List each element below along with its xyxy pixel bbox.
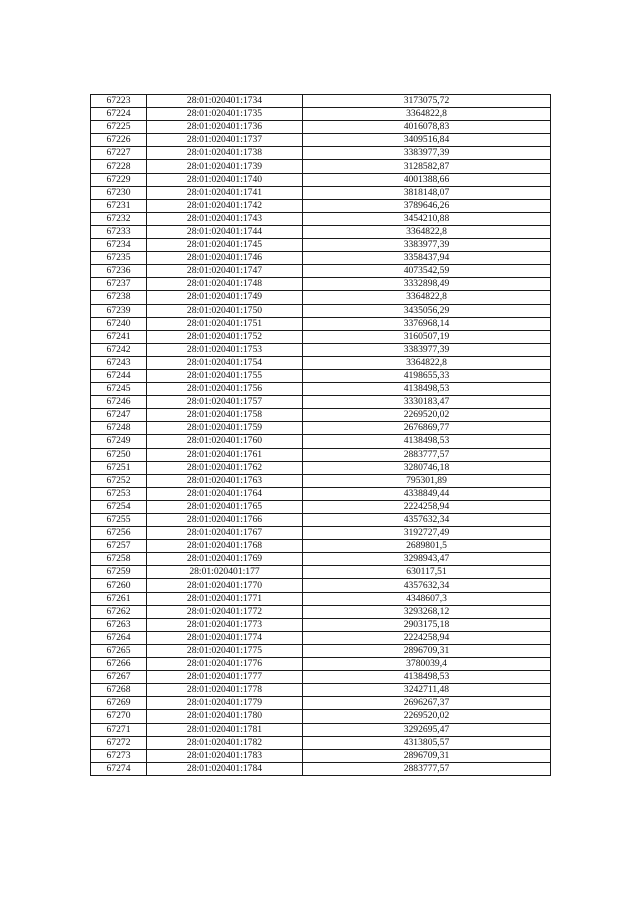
row-number-cell: 67245 — [91, 383, 147, 396]
cadastral-number-cell: 28:01:020401:1745 — [147, 239, 303, 252]
cadastral-value-cell: 2896709,31 — [303, 644, 551, 657]
cadastral-number-cell: 28:01:020401:1780 — [147, 710, 303, 723]
row-number-cell: 67227 — [91, 147, 147, 160]
cadastral-number-cell: 28:01:020401:1756 — [147, 383, 303, 396]
cadastral-value-cell: 2269520,02 — [303, 710, 551, 723]
row-number-cell: 67224 — [91, 108, 147, 121]
row-number-cell: 67232 — [91, 212, 147, 225]
cadastral-value-cell: 3364822,8 — [303, 225, 551, 238]
row-number-cell: 67240 — [91, 317, 147, 330]
row-number-cell: 67235 — [91, 252, 147, 265]
cadastral-number-cell: 28:01:020401:1749 — [147, 291, 303, 304]
cadastral-number-cell: 28:01:020401:1751 — [147, 317, 303, 330]
cadastral-value-cell: 2224258,94 — [303, 500, 551, 513]
row-number-cell: 67261 — [91, 592, 147, 605]
table-row — [91, 121, 551, 134]
row-number-cell: 67269 — [91, 697, 147, 710]
cadastral-number-cell: 28:01:020401:1742 — [147, 199, 303, 212]
table-row — [91, 710, 551, 723]
row-number-cell: 67231 — [91, 199, 147, 212]
table-row — [91, 343, 551, 356]
cadastral-number-cell: 28:01:020401:1738 — [147, 147, 303, 160]
table-row — [91, 252, 551, 265]
cadastral-number-cell: 28:01:020401:1759 — [147, 422, 303, 435]
cadastral-value-cell: 4138498,53 — [303, 383, 551, 396]
table-row — [91, 500, 551, 513]
cadastral-value-cell: 630117,51 — [303, 566, 551, 579]
cadastral-value-cell: 3383977,39 — [303, 239, 551, 252]
row-number-cell: 67238 — [91, 291, 147, 304]
table-row — [91, 540, 551, 553]
row-number-cell: 67233 — [91, 225, 147, 238]
table-row — [91, 658, 551, 671]
table-row — [91, 369, 551, 382]
cadastral-number-cell: 28:01:020401:1737 — [147, 134, 303, 147]
cadastral-number-cell: 28:01:020401:1740 — [147, 173, 303, 186]
cadastral-value-cell: 4357632,34 — [303, 579, 551, 592]
row-number-cell: 67259 — [91, 566, 147, 579]
table-row — [91, 291, 551, 304]
table-row — [91, 134, 551, 147]
row-number-cell: 67274 — [91, 762, 147, 775]
row-number-cell: 67243 — [91, 356, 147, 369]
row-number-cell: 67225 — [91, 121, 147, 134]
cadastral-number-cell: 28:01:020401:1782 — [147, 736, 303, 749]
table-row — [91, 147, 551, 160]
cadastral-value-cell: 3364822,8 — [303, 291, 551, 304]
table-row — [91, 644, 551, 657]
row-number-cell: 67246 — [91, 396, 147, 409]
cadastral-value-cell: 4016078,83 — [303, 121, 551, 134]
cadastral-value-cell: 3242711,48 — [303, 684, 551, 697]
cadastral-number-cell: 28:01:020401:1769 — [147, 553, 303, 566]
row-number-cell: 67229 — [91, 173, 147, 186]
row-number-cell: 67265 — [91, 644, 147, 657]
row-number-cell: 67271 — [91, 723, 147, 736]
cadastral-value-cell: 3293268,12 — [303, 605, 551, 618]
cadastral-number-cell: 28:01:020401:1763 — [147, 474, 303, 487]
cadastral-number-cell: 28:01:020401:1783 — [147, 749, 303, 762]
cadastral-value-cell: 3292695,47 — [303, 723, 551, 736]
cadastral-number-cell: 28:01:020401:1760 — [147, 435, 303, 448]
row-number-cell: 67237 — [91, 278, 147, 291]
cadastral-value-cell: 3332898,49 — [303, 278, 551, 291]
table-row — [91, 383, 551, 396]
cadastral-number-cell: 28:01:020401:1747 — [147, 265, 303, 278]
cadastral-value-cell: 2903175,18 — [303, 618, 551, 631]
table-row — [91, 212, 551, 225]
cadastral-number-cell: 28:01:020401:1736 — [147, 121, 303, 134]
table-row — [91, 487, 551, 500]
cadastral-value-cell: 3298943,47 — [303, 553, 551, 566]
cadastral-value-cell: 3192727,49 — [303, 527, 551, 540]
row-number-cell: 67270 — [91, 710, 147, 723]
row-number-cell: 67272 — [91, 736, 147, 749]
cadastral-number-cell: 28:01:020401:1781 — [147, 723, 303, 736]
cadastral-number-cell: 28:01:020401:1741 — [147, 186, 303, 199]
cadastral-value-cell: 3364822,8 — [303, 356, 551, 369]
row-number-cell: 67249 — [91, 435, 147, 448]
table-row — [91, 605, 551, 618]
cadastral-number-cell: 28:01:020401:1750 — [147, 304, 303, 317]
cadastral-value-cell: 4338849,44 — [303, 487, 551, 500]
table-row — [91, 409, 551, 422]
cadastral-number-cell: 28:01:020401:1744 — [147, 225, 303, 238]
cadastral-value-cell: 4348607,3 — [303, 592, 551, 605]
cadastral-value-cell: 3280746,18 — [303, 461, 551, 474]
row-number-cell: 67253 — [91, 487, 147, 500]
table-row — [91, 199, 551, 212]
table-row — [91, 618, 551, 631]
table-row — [91, 317, 551, 330]
table-row — [91, 579, 551, 592]
cadastral-value-cell: 2676869,77 — [303, 422, 551, 435]
table-body — [91, 95, 551, 776]
cadastral-value-cell: 4138498,53 — [303, 671, 551, 684]
cadastral-value-cell: 2689801,5 — [303, 540, 551, 553]
cadastral-value-cell: 4313805,57 — [303, 736, 551, 749]
table-row — [91, 514, 551, 527]
table-row — [91, 108, 551, 121]
cadastral-number-cell: 28:01:020401:1771 — [147, 592, 303, 605]
cadastral-value-cell: 4357632,34 — [303, 514, 551, 527]
cadastral-value-cell: 3789646,26 — [303, 199, 551, 212]
cadastral-number-cell: 28:01:020401:1773 — [147, 618, 303, 631]
table-row — [91, 749, 551, 762]
row-number-cell: 67228 — [91, 160, 147, 173]
cadastral-value-cell: 3364822,8 — [303, 108, 551, 121]
cadastral-number-cell: 28:01:020401:1734 — [147, 95, 303, 108]
cadastral-number-cell: 28:01:020401:1778 — [147, 684, 303, 697]
table-row — [91, 592, 551, 605]
row-number-cell: 67257 — [91, 540, 147, 553]
table-row — [91, 225, 551, 238]
cadastral-value-cell: 3128582,87 — [303, 160, 551, 173]
cadastral-number-cell: 28:01:020401:1768 — [147, 540, 303, 553]
cadastral-number-cell: 28:01:020401:1764 — [147, 487, 303, 500]
row-number-cell: 67234 — [91, 239, 147, 252]
cadastral-number-cell: 28:01:020401:1735 — [147, 108, 303, 121]
cadastral-number-cell: 28:01:020401:1767 — [147, 527, 303, 540]
cadastral-number-cell: 28:01:020401:1755 — [147, 369, 303, 382]
cadastral-value-cell: 4138498,53 — [303, 435, 551, 448]
table-row — [91, 553, 551, 566]
row-number-cell: 67255 — [91, 514, 147, 527]
table-row — [91, 527, 551, 540]
cadastral-value-cell: 3409516,84 — [303, 134, 551, 147]
cadastral-number-cell: 28:01:020401:1770 — [147, 579, 303, 592]
cadastral-number-cell: 28:01:020401:1757 — [147, 396, 303, 409]
cadastral-value-cell: 4198655,33 — [303, 369, 551, 382]
cadastral-value-cell: 4001388,66 — [303, 173, 551, 186]
table-row — [91, 304, 551, 317]
table-row — [91, 631, 551, 644]
cadastral-number-cell: 28:01:020401:1776 — [147, 658, 303, 671]
cadastral-number-cell: 28:01:020401:1758 — [147, 409, 303, 422]
table-row — [91, 671, 551, 684]
cadastral-number-cell: 28:01:020401:1739 — [147, 160, 303, 173]
cadastral-value-cell: 3818148,07 — [303, 186, 551, 199]
cadastral-value-cell: 3376968,14 — [303, 317, 551, 330]
cadastral-value-cell: 3160507,19 — [303, 330, 551, 343]
row-number-cell: 67254 — [91, 500, 147, 513]
cadastral-number-cell: 28:01:020401:1743 — [147, 212, 303, 225]
cadastral-value-cell: 3383977,39 — [303, 343, 551, 356]
cadastral-value-cell: 3358437,94 — [303, 252, 551, 265]
row-number-cell: 67239 — [91, 304, 147, 317]
table-row — [91, 330, 551, 343]
table-row — [91, 762, 551, 775]
table-row — [91, 474, 551, 487]
row-number-cell: 67241 — [91, 330, 147, 343]
row-number-cell: 67242 — [91, 343, 147, 356]
table-row — [91, 265, 551, 278]
cadastral-value-cell: 2269520,02 — [303, 409, 551, 422]
table-row — [91, 186, 551, 199]
row-number-cell: 67251 — [91, 461, 147, 474]
row-number-cell: 67258 — [91, 553, 147, 566]
cadastral-number-cell: 28:01:020401:1761 — [147, 448, 303, 461]
table-row — [91, 697, 551, 710]
table-row — [91, 278, 551, 291]
table-row — [91, 461, 551, 474]
cadastral-number-cell: 28:01:020401:1753 — [147, 343, 303, 356]
table-row — [91, 95, 551, 108]
cadastral-number-cell: 28:01:020401:1766 — [147, 514, 303, 527]
row-number-cell: 67250 — [91, 448, 147, 461]
table-row — [91, 160, 551, 173]
cadastral-value-cell: 3173075,72 — [303, 95, 551, 108]
table-row — [91, 422, 551, 435]
row-number-cell: 67248 — [91, 422, 147, 435]
cadastral-number-cell: 28:01:020401:1748 — [147, 278, 303, 291]
cadastral-value-cell: 2696267,37 — [303, 697, 551, 710]
table-row — [91, 684, 551, 697]
cadastral-number-cell: 28:01:020401:1772 — [147, 605, 303, 618]
table-row — [91, 435, 551, 448]
cadastral-number-cell: 28:01:020401:1779 — [147, 697, 303, 710]
cadastral-number-cell: 28:01:020401:177 — [147, 566, 303, 579]
cadastral-value-cell: 3780039,4 — [303, 658, 551, 671]
cadastral-number-cell: 28:01:020401:1762 — [147, 461, 303, 474]
cadastral-number-cell: 28:01:020401:1746 — [147, 252, 303, 265]
cadastral-number-cell: 28:01:020401:1784 — [147, 762, 303, 775]
cadastral-value-cell: 4073542,59 — [303, 265, 551, 278]
cadastral-value-cell: 2883777,57 — [303, 762, 551, 775]
row-number-cell: 67230 — [91, 186, 147, 199]
cadastral-value-cell: 795301,89 — [303, 474, 551, 487]
table-row — [91, 448, 551, 461]
row-number-cell: 67262 — [91, 605, 147, 618]
cadastral-value-cell: 3330183,47 — [303, 396, 551, 409]
row-number-cell: 67223 — [91, 95, 147, 108]
cadastral-number-cell: 28:01:020401:1775 — [147, 644, 303, 657]
table-row — [91, 566, 551, 579]
row-number-cell: 67263 — [91, 618, 147, 631]
table-row — [91, 396, 551, 409]
row-number-cell: 67244 — [91, 369, 147, 382]
cadastral-value-table — [90, 94, 551, 776]
row-number-cell: 67273 — [91, 749, 147, 762]
cadastral-number-cell: 28:01:020401:1754 — [147, 356, 303, 369]
cadastral-value-cell: 3383977,39 — [303, 147, 551, 160]
cadastral-number-cell: 28:01:020401:1777 — [147, 671, 303, 684]
row-number-cell: 67260 — [91, 579, 147, 592]
row-number-cell: 67264 — [91, 631, 147, 644]
row-number-cell: 67267 — [91, 671, 147, 684]
table-row — [91, 723, 551, 736]
row-number-cell: 67268 — [91, 684, 147, 697]
cadastral-number-cell: 28:01:020401:1774 — [147, 631, 303, 644]
cadastral-value-cell: 3435056,29 — [303, 304, 551, 317]
row-number-cell: 67247 — [91, 409, 147, 422]
table-row — [91, 173, 551, 186]
table-row — [91, 239, 551, 252]
row-number-cell: 67256 — [91, 527, 147, 540]
row-number-cell: 67252 — [91, 474, 147, 487]
cadastral-number-cell: 28:01:020401:1752 — [147, 330, 303, 343]
row-number-cell: 67236 — [91, 265, 147, 278]
row-number-cell: 67226 — [91, 134, 147, 147]
table-row — [91, 356, 551, 369]
cadastral-value-cell: 3454210,88 — [303, 212, 551, 225]
row-number-cell: 67266 — [91, 658, 147, 671]
cadastral-number-cell: 28:01:020401:1765 — [147, 500, 303, 513]
table-row — [91, 736, 551, 749]
cadastral-value-cell: 2896709,31 — [303, 749, 551, 762]
cadastral-value-cell: 2224258,94 — [303, 631, 551, 644]
cadastral-value-cell: 2883777,57 — [303, 448, 551, 461]
